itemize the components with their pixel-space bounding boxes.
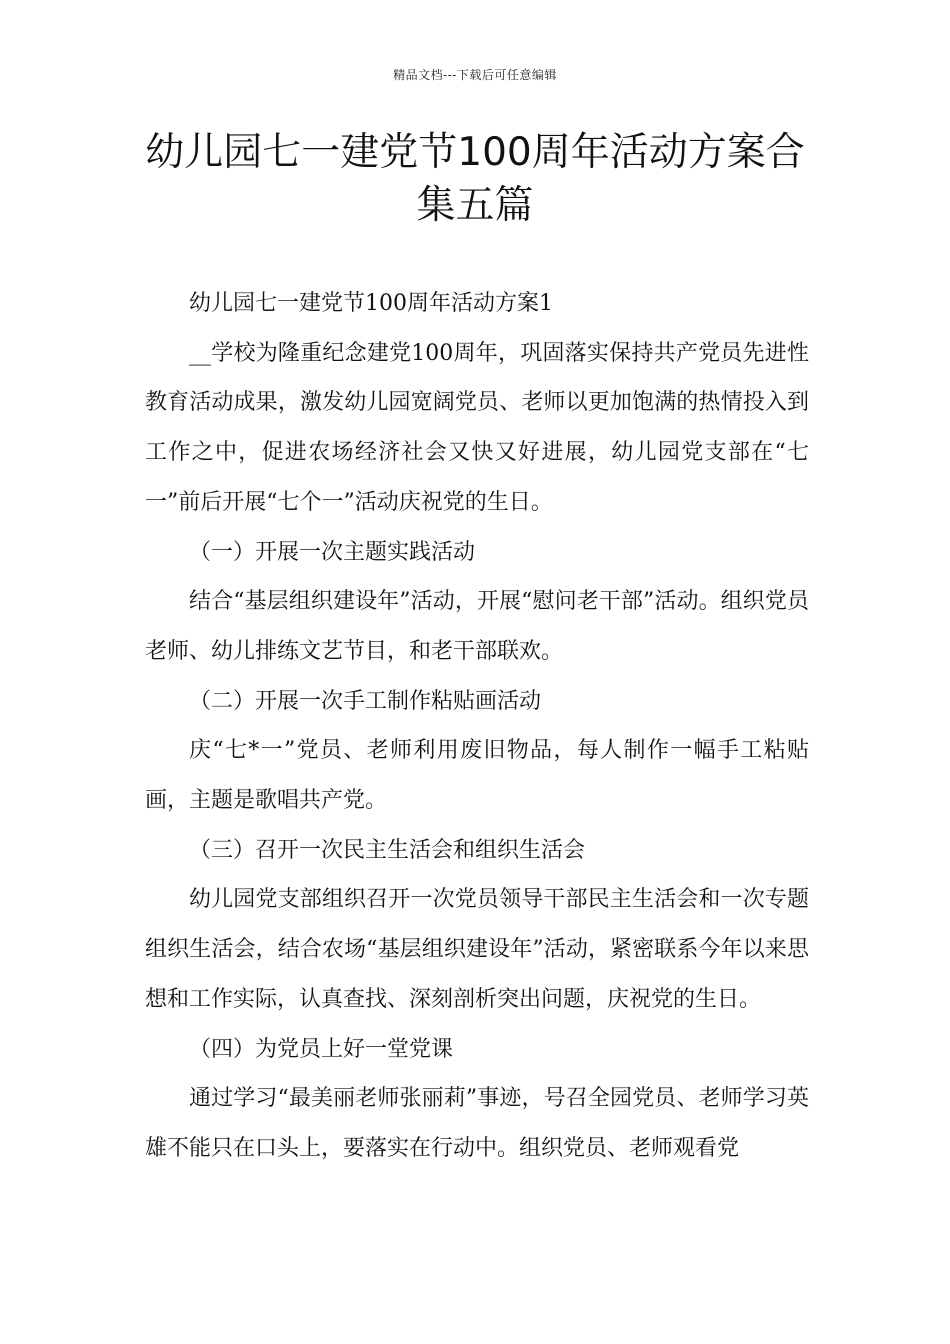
body-paragraph: 幼儿园党支部组织召开一次党员领导干部民主生活会和一次专题组织生活会，结合农场“基层组织建设年”活动，紧密联系今年以来思想和工作实际，认真查找、深刻剖析突出问题，庆祝党的生日。 — [145, 887, 809, 1012]
subsection-heading: （三）召开一次民主生活会和组织生活会 — [189, 837, 586, 863]
page-header-note: 精品文档---下载后可任意编辑 — [393, 68, 557, 82]
title-line-2: 集五篇 — [416, 183, 534, 228]
subsection-heading: （四）为党员上好一堂党课 — [189, 1036, 454, 1062]
section-heading: 幼儿园七一建党节100周年活动方案1 — [189, 291, 553, 316]
title-line-1: 幼儿园七一建党节100周年活动方案合 — [145, 130, 805, 175]
body-paragraph: 通过学习“最美丽老师张丽莉”事迹，号召全园党员、老师学习英雄不能只在口头上，要落实在行动中。组织党员、老师观看党 — [145, 1086, 809, 1161]
body-paragraph: 庆“七*一”党员、老师利用废旧物品，每人制作一幅手工粘贴画，主题是歌唱共产党。 — [145, 738, 809, 814]
body-paragraph: __学校为隆重纪念建党100周年，巩固落实保持共产党员先进性教育活动成果，激发幼儿园宽阔党员、老师以更加饱满的热情投入到工作之中，促进农场经济社会又快又好进展，幼儿园党支部在“七一”前后开展“七个一”活动庆祝党的生日。 — [145, 340, 809, 515]
document-title — [120, 126, 830, 232]
document-body — [145, 279, 809, 1174]
body-paragraph: 结合“基层组织建设年”活动，开展“慰问老干部”活动。组织党员老师、幼儿排练文艺节目，和老干部联欢。 — [145, 589, 809, 664]
subsection-heading: （一）开展一次主题实践活动 — [189, 539, 476, 565]
subsection-heading: （二）开展一次手工制作粘贴画活动 — [189, 688, 542, 714]
